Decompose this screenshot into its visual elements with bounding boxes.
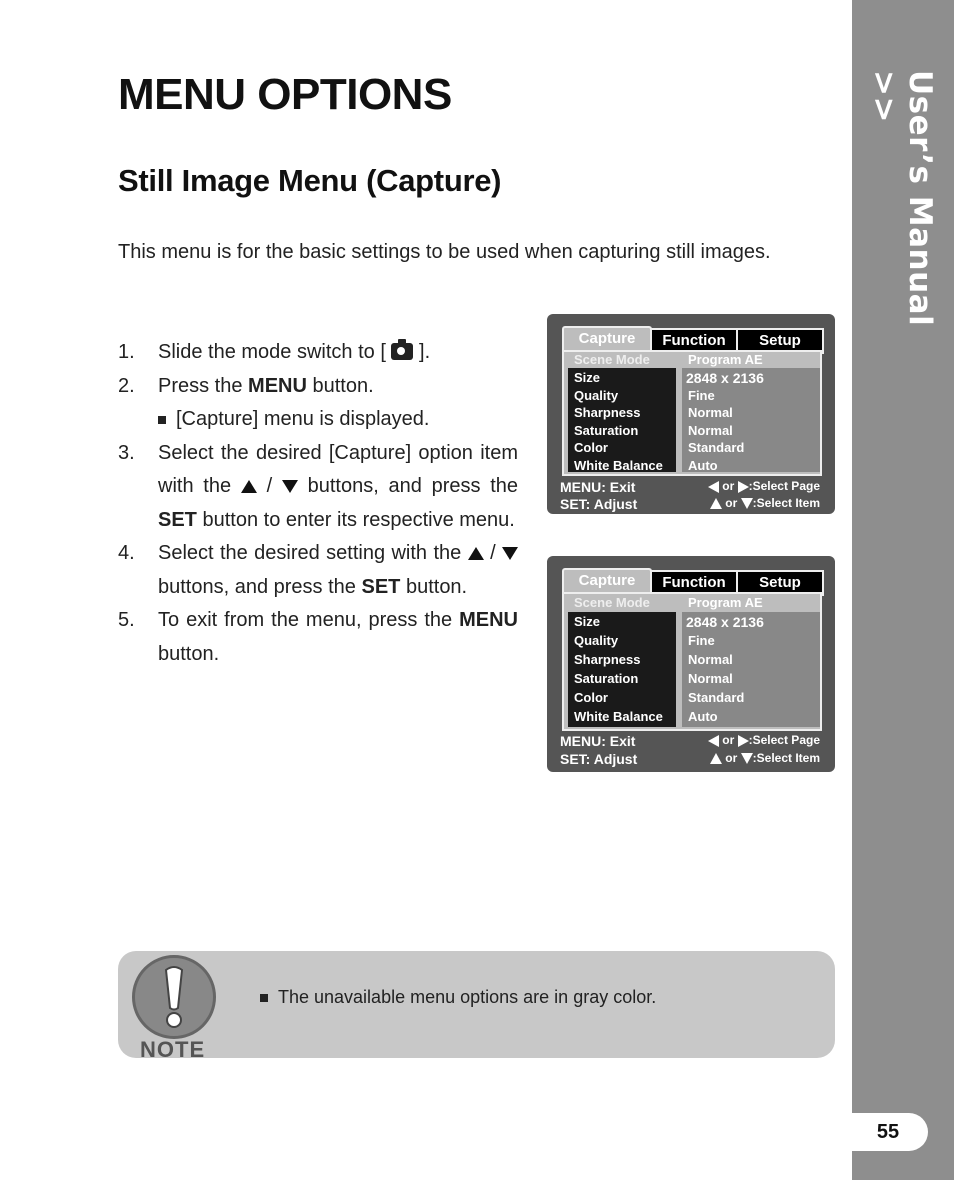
menu-tabs xyxy=(562,570,822,592)
menu-value: Auto xyxy=(688,458,718,473)
tab-capture: Capture xyxy=(562,326,652,352)
step-number: 1. xyxy=(118,341,135,363)
slash: / xyxy=(266,475,273,497)
menu-label: White Balance xyxy=(574,458,663,473)
step-4 xyxy=(118,537,518,604)
select-item-hint: :Select Item xyxy=(752,496,820,510)
step-number: 5. xyxy=(118,609,135,631)
note-label: NOTE xyxy=(140,1037,206,1062)
step-number: 3. xyxy=(118,441,135,464)
menu-label: Sharpness xyxy=(574,405,641,420)
menu-label: Quality xyxy=(574,388,619,403)
menu-exit-hint: MENU: Exit xyxy=(560,479,636,495)
menu-value: Normal xyxy=(688,423,733,438)
step-text: ]. xyxy=(419,341,431,363)
up-arrow-icon xyxy=(710,753,722,764)
menu-value: Standard xyxy=(688,690,745,705)
note-box xyxy=(118,951,835,1062)
note-text xyxy=(260,987,656,1008)
capture-menu-screen-2 xyxy=(547,556,835,772)
menu-panel xyxy=(562,592,822,731)
left-arrow-icon xyxy=(708,481,719,493)
menu-label: Color xyxy=(574,690,608,705)
step-2-sub xyxy=(118,403,518,437)
right-arrow-icon xyxy=(738,735,749,747)
menu-label: Saturation xyxy=(574,423,639,438)
step-text: Select the desired [Capture] option item with the xyxy=(158,441,518,497)
up-arrow-icon xyxy=(468,547,484,560)
menu-panel xyxy=(562,350,822,476)
step-text: button. xyxy=(405,575,468,598)
down-arrow-icon xyxy=(741,753,753,764)
or-text: or xyxy=(722,479,735,493)
footer-line-1 xyxy=(560,733,825,749)
select-item-hint: :Select Item xyxy=(752,751,820,765)
select-page-hint: :Select Page xyxy=(748,733,820,747)
menu-label: Scene Mode xyxy=(574,595,650,610)
bullet-icon xyxy=(158,416,166,424)
step-text: buttons, and press the xyxy=(158,575,356,598)
sidebar-title: User’s Manual >> xyxy=(866,70,938,327)
menu-value: Normal xyxy=(688,405,733,420)
step-number: 2. xyxy=(118,374,135,397)
menu-value: Standard xyxy=(688,440,745,455)
menu-label: Color xyxy=(574,440,608,455)
step-2 xyxy=(118,370,518,404)
step-1 xyxy=(118,336,518,370)
set-keyword: SET xyxy=(158,508,197,531)
down-arrow-icon xyxy=(502,547,518,560)
section-title: Still Image Menu (Capture) xyxy=(118,163,502,198)
menu-value: Program AE xyxy=(688,595,763,610)
menu-value: 2848 x 2136 xyxy=(686,370,764,386)
set-keyword: SET xyxy=(361,575,401,598)
menu-label: White Balance xyxy=(574,709,663,724)
tab-function: Function xyxy=(650,570,738,596)
up-arrow-icon xyxy=(710,498,722,509)
note-text-content: The unavailable menu options are in gray color. xyxy=(278,987,657,1007)
menu-keyword: MENU xyxy=(459,609,518,631)
tab-capture: Capture xyxy=(562,568,652,594)
up-arrow-icon xyxy=(241,480,257,493)
menu-label: Size xyxy=(574,370,601,385)
step-3 xyxy=(118,437,518,538)
menu-label: Saturation xyxy=(574,671,639,686)
right-arrow-icon xyxy=(738,481,749,493)
slash: / xyxy=(490,542,496,564)
step-text: button. xyxy=(306,374,374,397)
menu-value: Auto xyxy=(688,709,718,724)
steps-list xyxy=(118,336,518,671)
step-text: Press the xyxy=(158,374,249,397)
capture-menu-screen-1 xyxy=(547,314,835,514)
left-arrow-icon xyxy=(708,735,719,747)
menu-exit-hint: MENU: Exit xyxy=(560,733,636,749)
menu-value: Fine xyxy=(688,388,715,403)
select-page-hint: :Select Page xyxy=(748,479,820,493)
step-number: 4. xyxy=(118,542,135,564)
step-subtext: [Capture] menu is displayed. xyxy=(176,408,430,430)
intro-paragraph: This menu is for the basic settings to be used when capturing still images. xyxy=(118,241,771,263)
or-text: or xyxy=(722,733,735,747)
menu-value: Normal xyxy=(688,652,733,667)
step-text: button. xyxy=(158,642,220,665)
or-text: or xyxy=(725,496,738,510)
down-arrow-icon xyxy=(741,498,753,509)
menu-tabs xyxy=(562,328,822,350)
step-text: Select the desired setting with the xyxy=(158,542,462,564)
menu-value: Fine xyxy=(688,633,715,648)
menu-label: Sharpness xyxy=(574,652,641,667)
menu-keyword: MENU xyxy=(248,374,307,397)
footer-line-1 xyxy=(560,479,825,495)
page-number: 55 xyxy=(848,1113,928,1151)
set-adjust-hint: SET: Adjust xyxy=(560,496,638,512)
tab-function: Function xyxy=(650,328,738,354)
step-text: button to enter its respective menu. xyxy=(202,508,515,531)
menu-value: Normal xyxy=(688,671,733,686)
menu-label: Scene Mode xyxy=(574,352,650,367)
step-text: buttons, and press the xyxy=(307,475,519,497)
step-text: To exit from the menu, press the xyxy=(158,609,453,631)
or-text: or xyxy=(725,751,738,765)
menu-label: Quality xyxy=(574,633,619,648)
menu-value: Program AE xyxy=(688,352,763,367)
tab-setup: Setup xyxy=(736,570,824,596)
set-adjust-hint: SET: Adjust xyxy=(560,751,638,767)
camera-icon xyxy=(391,343,413,360)
page-title: MENU OPTIONS xyxy=(118,70,452,119)
step-5 xyxy=(118,604,518,671)
tab-setup: Setup xyxy=(736,328,824,354)
menu-label: Size xyxy=(574,614,601,629)
menu-value: 2848 x 2136 xyxy=(686,614,764,630)
exclamation-icon xyxy=(132,955,216,1039)
footer-line-2 xyxy=(560,496,825,512)
bullet-icon xyxy=(260,994,268,1002)
down-arrow-icon xyxy=(282,480,298,493)
footer-line-2 xyxy=(560,751,825,767)
step-text: Slide the mode switch to [ xyxy=(158,341,386,363)
